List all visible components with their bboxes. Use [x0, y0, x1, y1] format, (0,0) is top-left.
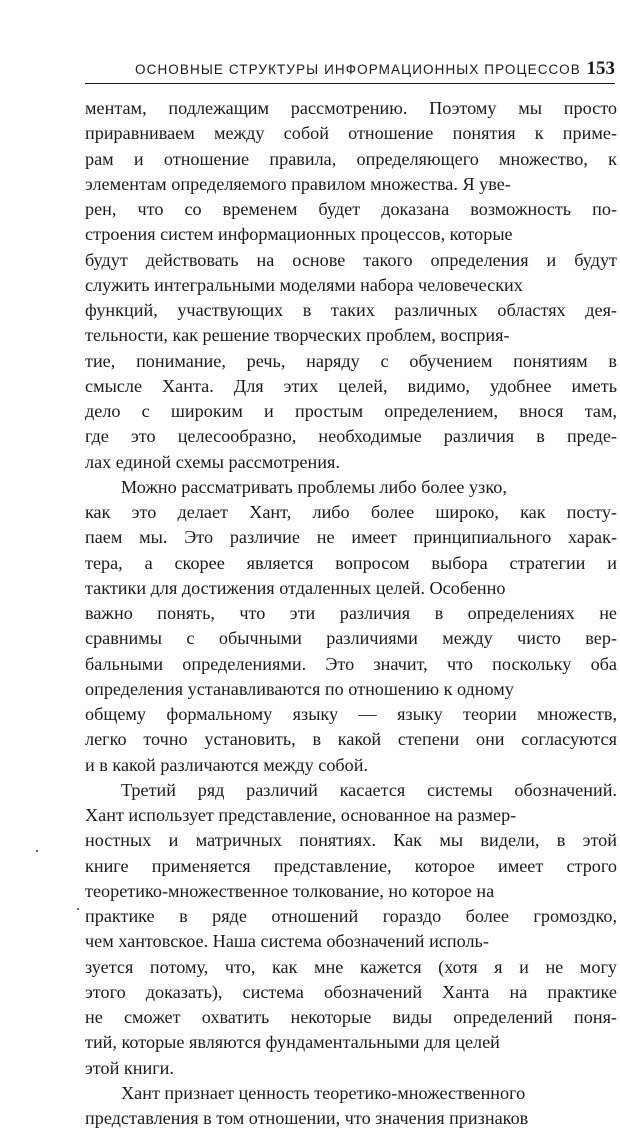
text-line: тактики для достижения отдаленных целей. Особенно [85, 577, 506, 598]
text-line: тера, а скорее является вопросом выбора стратегии и [85, 552, 617, 573]
text-line: ностных и матричных понятиях. Как мы видели, в этой [85, 830, 617, 851]
paragraph-1 [85, 96, 617, 475]
text-line: Хант использует представление, основанное на размер- [85, 805, 517, 825]
text-line: не сможет охватить некоторые виды определений поня- [85, 1007, 617, 1027]
body-text [85, 96, 617, 1131]
text-line: тий, которые являются фундаментальными для целей [85, 1032, 500, 1053]
text-line: тие, понимание, речь, наряду с обучением понятиям в [85, 350, 617, 371]
paragraph-3 [85, 778, 617, 1081]
header-rule [85, 83, 615, 84]
text-line: определения устанавливаются по отношению к одному [85, 678, 514, 699]
text-line: теоретико-множественное толкование, но которое на [85, 880, 495, 901]
text-line: паем мы. Это различие не имеет принципиального харак- [85, 527, 617, 548]
text-line: Хант признает ценность теоретико-множественного [121, 1082, 526, 1103]
text-line: чем хантовское. Наша система обозначений исполь- [85, 931, 489, 952]
text-line: как это делает Хант, либо более широко, как посту- [85, 502, 617, 522]
text-line: и в какой различаются между собой. [85, 754, 369, 775]
text-line: зуется потому, что, как мне кажется (хотя я и не могу [85, 956, 617, 977]
text-line: общему формальному языку — языку теории множеств, [85, 704, 617, 724]
text-line: важно понять, что эти различия в определениях не [85, 603, 617, 623]
text-line: Можно рассматривать проблемы либо более узко, [121, 476, 507, 497]
text-line: функций, участвующих в таких различных областях дея- [85, 300, 617, 320]
text-line: этой книги. [85, 1057, 174, 1078]
paragraph-2 [85, 475, 617, 778]
text-line: этого доказать), система обозначений Ханта на практике [85, 981, 617, 1002]
text-line: будут действовать на основе такого определения и будут [85, 249, 617, 270]
scan-speck [77, 908, 79, 910]
scan-speck [36, 850, 38, 852]
text-line: представления в том отношении, что значения признаков [85, 1108, 529, 1128]
text-line: ментам, подлежащим рассмотрению. Поэтому мы просто [85, 98, 617, 118]
paragraph-4 [85, 1081, 617, 1131]
text-line: смысле Ханта. Для этих целей, видимо, удобнее иметь [85, 375, 617, 396]
text-line: Третий ряд различий касается системы обозначений. [121, 779, 617, 800]
text-line: бальными определениями. Это значит, что поскольку оба [85, 653, 617, 674]
text-line: приравниваем между собой отношение понятия к приме- [85, 123, 617, 144]
page-number: 153 [586, 58, 615, 79]
text-line: где это целесообразно, необходимые различия в преде- [85, 426, 617, 447]
text-line: лах единой схемы рассмотрения. [85, 451, 340, 472]
text-line: сравнимы с обычными различиями между чисто вер- [85, 628, 617, 649]
text-line: элементам определяемого правилом множества. Я уве- [85, 173, 511, 194]
text-line: тельности, как решение творческих проблем, восприя- [85, 325, 510, 346]
text-line: рам и отношение правила, определяющего множество, к [85, 148, 617, 169]
running-title: ОСНОВНЫЕ СТРУКТУРЫ ИНФОРМАЦИОННЫХ ПРОЦЕССОВ [135, 62, 581, 77]
text-line: легко точно установить, в какой степени они согласуются [85, 729, 617, 750]
text-line: строения систем информационных процессов, которые [85, 224, 513, 245]
text-line: практике в ряде отношений гораздо более громоздко, [85, 906, 617, 926]
text-line: дело с широким и простым определением, внося там, [85, 401, 617, 421]
text-line: служить интегральными моделями набора человеческих [85, 274, 523, 295]
text-line: книге применяется представление, которое имеет строго [85, 855, 617, 876]
running-head [85, 58, 615, 82]
text-line: рен, что со временем будет доказана возможность по- [85, 199, 617, 219]
